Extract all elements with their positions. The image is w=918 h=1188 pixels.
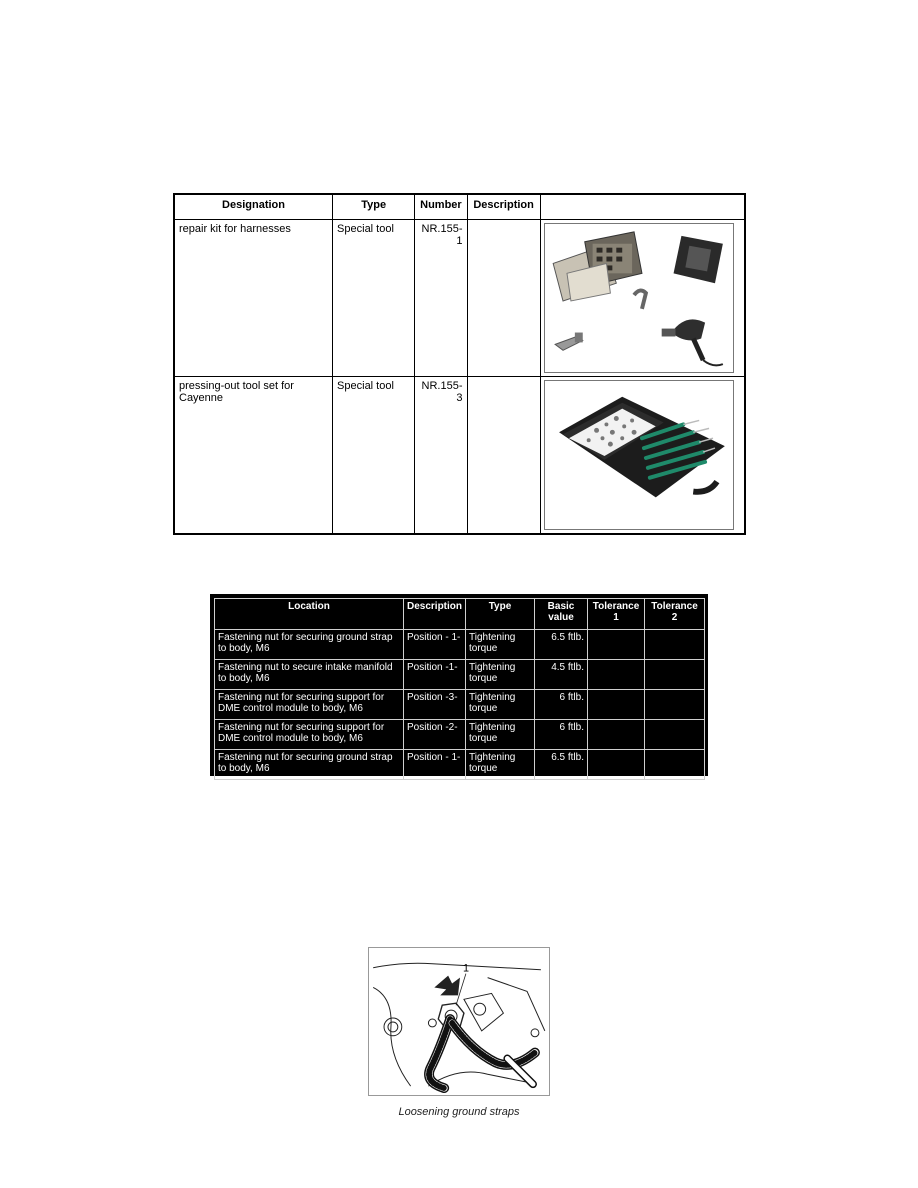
tool-designation: pressing-out tool set for Cayenne (174, 377, 333, 535)
tool-image-cell (540, 377, 745, 535)
header-basic-value: Basic value (535, 599, 588, 630)
torque-location: Fastening nut to secure intake manifold to body, M6 (215, 660, 404, 690)
torque-basic-value: 6.5 ftlb. (535, 750, 588, 780)
tool-number-text: NR.155- 1 (421, 223, 463, 247)
torque-tolerance-1 (588, 690, 645, 720)
header-type: Type (466, 599, 535, 630)
table-row (215, 660, 705, 690)
tool-description (467, 377, 540, 535)
torque-header-row (215, 599, 705, 630)
tools-header-row (174, 194, 745, 220)
torque-location: Fastening nut for securing ground strap to body, M6 (215, 750, 404, 780)
torque-tolerance-1 (588, 750, 645, 780)
torque-description: Position - 1- (404, 630, 466, 660)
torque-basic-value: 6.5 ftlb. (535, 630, 588, 660)
header-tolerance-1: Tolerance 1 (588, 599, 645, 630)
torque-tolerance-2 (645, 720, 705, 750)
torque-tolerance-1 (588, 660, 645, 690)
torque-type: Tightening torque (466, 660, 535, 690)
header-designation: Designation (174, 194, 333, 220)
torque-type: Tightening torque (466, 690, 535, 720)
repair-kit-illustration (545, 224, 733, 372)
header-description: Description (467, 194, 540, 220)
tool-type: Special tool (333, 220, 415, 377)
torque-location: Fastening nut for securing support for DME control module to body, M6 (215, 690, 404, 720)
torque-specs-table-wrapper (210, 594, 708, 776)
table-row (215, 750, 705, 780)
torque-basic-value: 4.5 ftlb. (535, 660, 588, 690)
harness-repair-kit-photo (544, 223, 734, 373)
torque-type: Tightening torque (466, 750, 535, 780)
torque-tolerance-1 (588, 720, 645, 750)
figure-caption: Loosening ground straps (398, 1106, 520, 1118)
tool-number-text: NR.155- 3 (421, 380, 463, 404)
header-type: Type (333, 194, 415, 220)
torque-location: Fastening nut for securing support for DME control module to body, M6 (215, 720, 404, 750)
header-number: Number (415, 194, 467, 220)
tool-number (415, 377, 467, 535)
torque-tolerance-2 (645, 660, 705, 690)
tool-description (467, 220, 540, 377)
tool-image-cell (540, 220, 745, 377)
torque-type: Tightening torque (466, 720, 535, 750)
tool-type: Special tool (333, 377, 415, 535)
ground-strap-figure (368, 947, 550, 1096)
torque-description: Position - 1- (404, 750, 466, 780)
header-tolerance-2: Tolerance 2 (645, 599, 705, 630)
table-row (215, 720, 705, 750)
torque-tolerance-2 (645, 630, 705, 660)
torque-tolerance-1 (588, 630, 645, 660)
torque-description: Position -2- (404, 720, 466, 750)
torque-tolerance-2 (645, 750, 705, 780)
torque-location: Fastening nut for securing ground strap to body, M6 (215, 630, 404, 660)
special-tools-table (173, 193, 746, 535)
torque-basic-value: 6 ftlb. (535, 720, 588, 750)
torque-tolerance-2 (645, 690, 705, 720)
callout-number: 1 (462, 962, 469, 975)
torque-type: Tightening torque (466, 630, 535, 660)
table-row (174, 220, 745, 377)
header-description: Description (404, 599, 466, 630)
pressing-out-tool-case-photo (544, 380, 734, 530)
torque-basic-value: 6 ftlb. (535, 690, 588, 720)
table-row (215, 630, 705, 660)
header-location: Location (215, 599, 404, 630)
tool-case-illustration (545, 381, 733, 529)
header-image (540, 194, 745, 220)
tool-number (415, 220, 467, 377)
torque-description: Position -1- (404, 660, 466, 690)
torque-description: Position -3- (404, 690, 466, 720)
table-row (215, 690, 705, 720)
tool-designation: repair kit for harnesses (174, 220, 333, 377)
torque-specs-table (214, 598, 705, 780)
ground-strap-line-drawing (369, 948, 549, 1095)
table-row (174, 377, 745, 535)
